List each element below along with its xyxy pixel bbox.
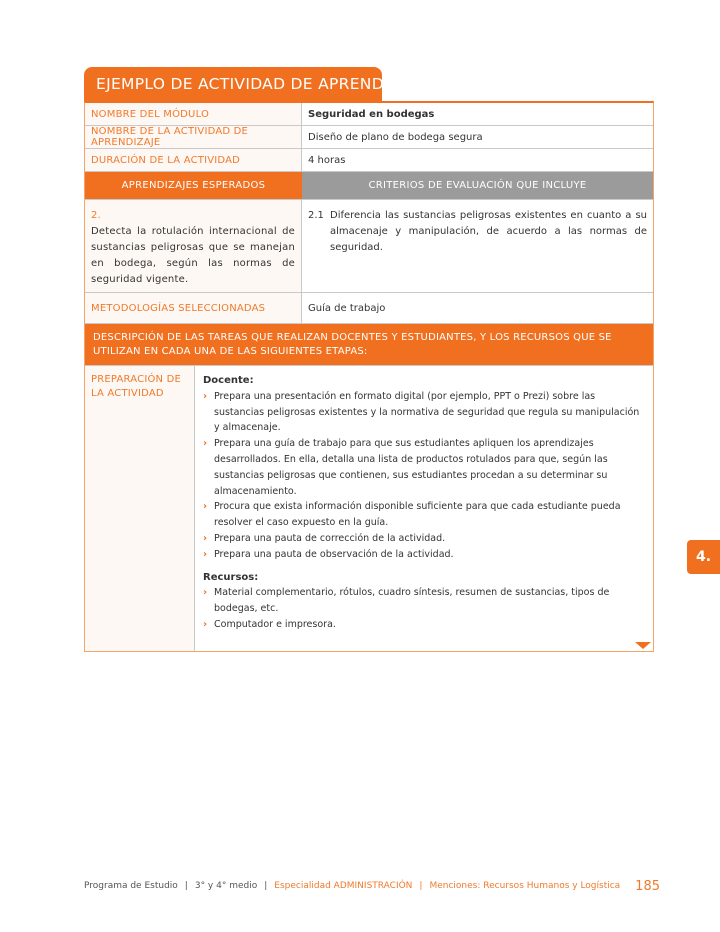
bullet-chevron-icon: ›: [203, 532, 208, 544]
teacher-task-item: › Prepara una pauta de observación de la actividad.: [203, 547, 645, 563]
bullet-chevron-icon: ›: [203, 548, 208, 560]
expected-learning-header: APRENDIZAJES ESPERADOS: [85, 172, 302, 199]
methodology-label: METODOLOGÍAS SELECCIONADAS: [85, 293, 302, 323]
page-footer: [84, 876, 660, 896]
duration-value: 4 horas: [308, 154, 346, 166]
activity-name-row: [85, 126, 653, 149]
module-value: Seguridad en bodegas: [308, 108, 435, 120]
resources-list: [203, 585, 645, 632]
chapter-tab: 4.: [687, 540, 720, 574]
expected-learning-cell: [85, 200, 302, 292]
module-label: NOMBRE DEL MÓDULO: [85, 103, 302, 125]
footer-mentions: Menciones: Recursos Humanos y Logística: [429, 881, 621, 891]
preparation-row: [85, 366, 653, 651]
bullet-chevron-icon: ›: [203, 501, 208, 513]
criterion-number: 2.1: [308, 210, 324, 221]
learning-row: [85, 200, 653, 293]
continued-arrow-icon: [635, 642, 651, 649]
resources-heading: Recursos:: [203, 571, 259, 583]
teacher-task-item: › Procura que exista información disponible suficiente para que cada estudiante pueda resolver el caso expuesto en la guía.: [203, 501, 621, 529]
activity-title: EJEMPLO DE ACTIVIDAD DE APRENDIZAJE: [84, 67, 382, 101]
duration-row: [85, 149, 653, 172]
section-headers-row: [85, 172, 653, 200]
footer-specialty: Especialidad ADMINISTRACIÓN: [274, 881, 413, 891]
page-number: 185: [635, 878, 660, 894]
activity-name-value: Diseño de plano de bodega segura: [308, 131, 483, 143]
preparation-label: PREPARACIÓN DE LA ACTIVIDAD: [85, 366, 195, 651]
footer-separator: |: [419, 881, 423, 891]
criterion-item: [308, 208, 647, 256]
tasks-description-bar: DESCRIPCIÓN DE LAS TAREAS QUE REALIZAN DOCENTES Y ESTUDIANTES, Y LOS RECURSOS QUE SE UTILIZAN EN CADA UNA DE LAS SIGUIENTES ETAPAS:: [85, 324, 653, 366]
bullet-chevron-icon: ›: [203, 438, 208, 450]
activity-table: [84, 101, 654, 652]
teacher-task-item: › Prepara una presentación en formato digital (por ejemplo, PPT o Prezi) sobre las sustancias peligrosas existentes y la normativa de seguridad que regula su manipulación y almacenaje.: [203, 390, 640, 434]
learning-number: 2.: [91, 210, 101, 221]
teacher-task-list: [203, 389, 645, 563]
preparation-content: [195, 366, 653, 651]
module-row: [85, 103, 653, 126]
teacher-task-item: › Prepara una pauta de corrección de la actividad.: [203, 531, 645, 547]
footer-program: Programa de Estudio: [84, 881, 178, 891]
bullet-chevron-icon: ›: [203, 587, 208, 599]
evaluation-criteria-header: CRITERIOS DE EVALUACIÓN QUE INCLUYE: [302, 172, 653, 199]
resource-item: › Computador e impresora.: [203, 617, 645, 633]
methodology-row: [85, 293, 653, 324]
bullet-chevron-icon: ›: [203, 618, 208, 630]
teacher-heading: Docente:: [203, 375, 254, 386]
activity-name-label: NOMBRE DE LA ACTIVIDAD DE APRENDIZAJE: [85, 126, 302, 148]
duration-label: DURACIÓN DE LA ACTIVIDAD: [85, 149, 302, 171]
methodology-value: Guía de trabajo: [308, 302, 386, 314]
footer-separator: |: [184, 881, 188, 891]
footer-separator: |: [264, 881, 268, 891]
teacher-task-item: › Prepara una guía de trabajo para que sus estudiantes apliquen los aprendizajes desarrollados. En ella, detalla una lista de productos rotulados para que, según las sustancias peligrosas que contienen, sus estudiantes procedan a su determinar su almacenamiento.: [203, 438, 608, 497]
footer-grade: 3° y 4° medio: [194, 881, 258, 891]
learning-text: Detecta la rotulación internacional de sustancias peligrosas que se manejan en bodega, según las normas de seguridad vigente.: [91, 226, 295, 285]
resource-item: › Material complementario, rótulos, cuadro síntesis, resumen de sustancias, tipos de bodegas, etc.: [203, 587, 610, 615]
criteria-cell: [302, 200, 653, 292]
criterion-text: Diferencia las sustancias peligrosas existentes en cuanto a su almacenaje y manipulación, de acuerdo a las normas de seguridad.: [330, 210, 647, 253]
bullet-chevron-icon: ›: [203, 390, 208, 402]
